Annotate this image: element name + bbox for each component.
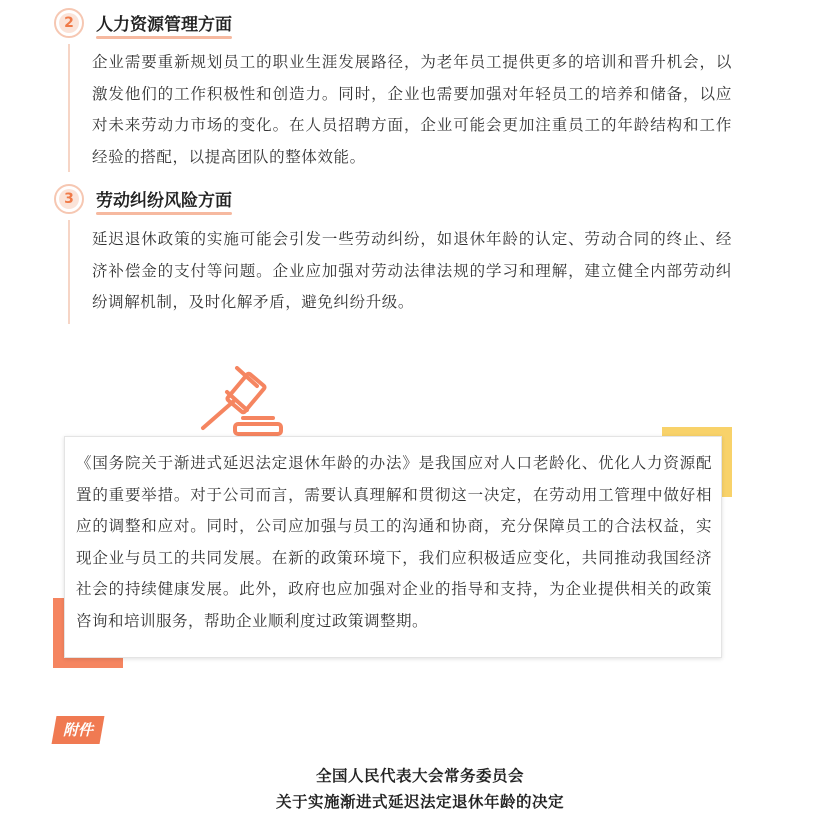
summary-text: 《国务院关于渐进式延迟法定退休年龄的办法》是我国应对人口老龄化、优化人力资源配置的重要举措。对于公司而言，需要认真理解和贯彻这一决定，在劳动用工管理中做好相应的调整和应对。同时，公司应加强与员工的沟通和协商，充分保障员工的合法权益，实现企业与员工的共同发展。在新的政策环境下，我们应积极适应变化，共同推动我国经济社会的持续健康发展。此外，政府也应加强对企业的指导和支持，为企业提供相关的政策咨询和培训服务，帮助企业顺利度过政策调整期。 [76, 454, 712, 630]
section-title: 人力资源管理方面 [96, 15, 232, 35]
section-divider-line [68, 44, 70, 172]
section-title: 劳动纠纷风险方面 [96, 191, 232, 211]
section-body: 延迟退休政策的实施可能会引发一些劳动纠纷，如退休年龄的认定、劳动合同的终止、经济补偿金的支付等问题。企业应加强对劳动法律法规的学习和理解，建立健全内部劳动纠纷调解机制，及时化解矛盾，避免纠纷升级。 [92, 230, 732, 311]
section-body: 企业需要重新规划员工的职业生涯发展路径，为老年员工提供更多的培训和晋升机会，以激发他们的工作积极性和创造力。同时，企业也需要加强对年轻员工的培养和储备，以应对未来劳动力市场的变化。在人员招聘方面，企业可能会更加注重员工的年龄结构和工作经验的搭配，以提高团队的整体效能。 [92, 53, 732, 166]
attachment-tag-label: 附件 [62, 721, 93, 739]
title-underline [96, 36, 232, 39]
gavel-icon [195, 366, 291, 438]
section-divider-line [68, 220, 70, 324]
section-number-badge [54, 184, 84, 214]
section-number: 2 [59, 13, 79, 33]
section-number-badge [54, 8, 84, 38]
title-underline [96, 212, 232, 215]
attachment-title-line1: 全国人民代表大会常务委员会 [315, 767, 524, 785]
section-number: 3 [59, 189, 79, 209]
attachment-tag [52, 716, 105, 744]
attachment-title-line2: 关于实施渐进式延迟法定退休年龄的决定 [275, 793, 564, 811]
